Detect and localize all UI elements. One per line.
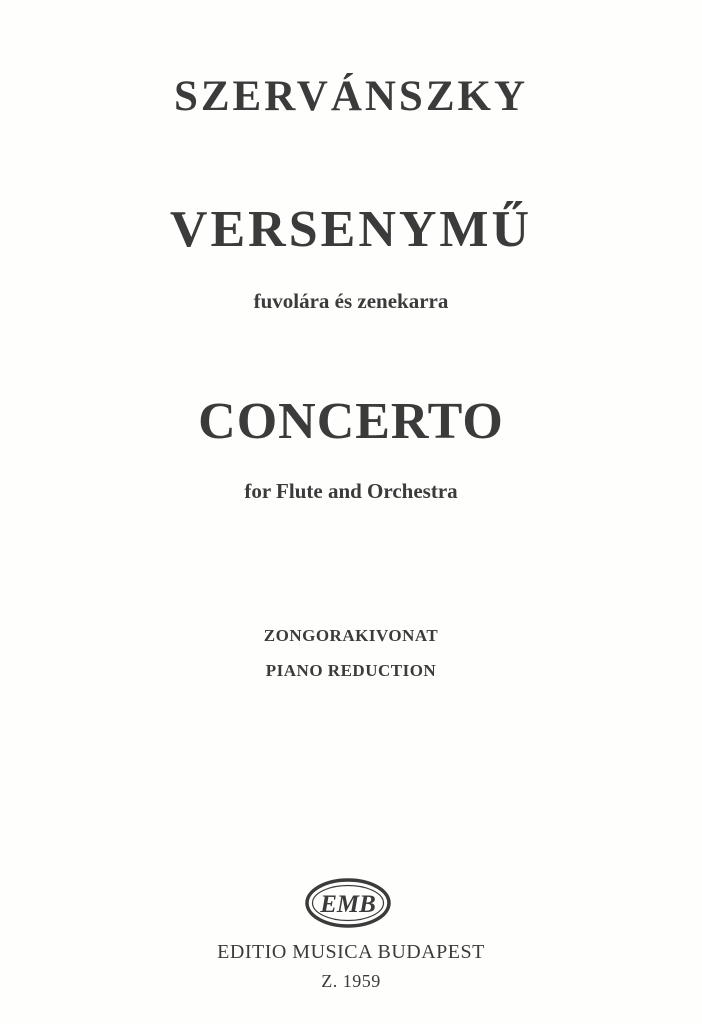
subtitle-english: for Flute and Orchestra	[244, 479, 458, 503]
title-english: CONCERTO	[198, 393, 504, 450]
publisher-name: EDITIO MUSICA BUDAPEST	[217, 941, 485, 963]
composer-name: SZERVÁNSZKY	[173, 73, 529, 120]
subtitle-hungarian: fuvolára és zenekarra	[253, 289, 449, 313]
edition-type-hungarian: ZONGORAKIVONAT	[263, 626, 439, 645]
emb-logo-text: EMB	[320, 891, 376, 918]
edition-type-english: PIANO REDUCTION	[265, 661, 437, 680]
catalog-number: Z. 1959	[321, 971, 381, 991]
title-hungarian: VERSENYMŰ	[169, 201, 533, 258]
emb-logo	[304, 876, 392, 930]
